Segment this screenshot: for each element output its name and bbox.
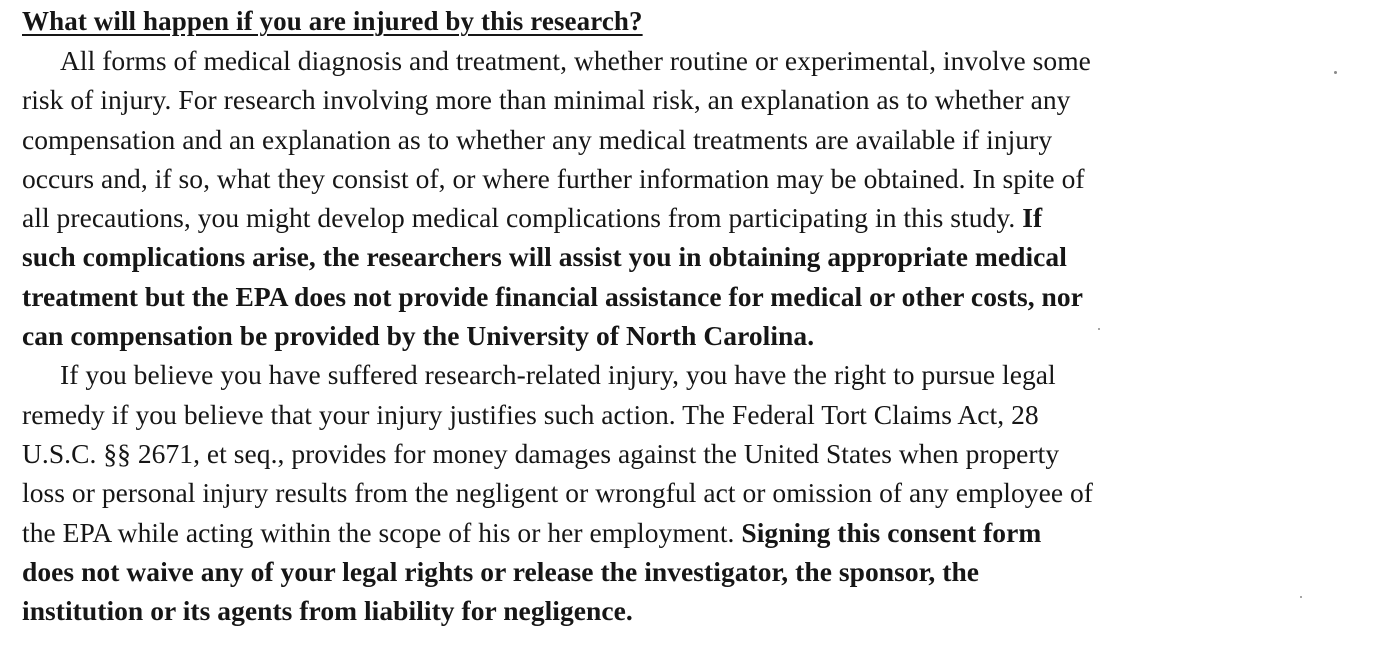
paragraph-legal-remedy xyxy=(22,355,1362,630)
paragraph1-line-5-normal: all precautions, you might develop medical complications from participating in this study. xyxy=(22,202,1023,234)
paragraph2-line-3: U.S.C. §§ 2671, et seq., provides for money damages against the United States when property xyxy=(22,437,1060,469)
paragraph1-bold-line-3: can compensation be provided by the University of North Carolina. xyxy=(22,320,815,352)
document-page xyxy=(22,2,1362,630)
scan-speck xyxy=(1334,71,1337,74)
paragraph1-bold-line-2: treatment but the EPA does not provide financial assistance for medical or other costs, nor xyxy=(22,280,1083,312)
paragraph1-line-1: All forms of medical diagnosis and treatment, whether routine or experimental, involve some xyxy=(60,45,1091,76)
paragraph-risk-of-injury xyxy=(22,41,1362,355)
paragraph1-line-3: compensation and an explanation as to whether any medical treatments are available if injury xyxy=(22,123,1053,155)
paragraph2-line-5-bold: Signing this consent form xyxy=(741,516,1042,548)
paragraph2-line-1: If you believe you have suffered research-related injury, you have the right to pursue legal xyxy=(60,359,1056,391)
paragraph2-line-5-normal: the EPA while acting within the scope of his or her employment. xyxy=(22,516,742,548)
paragraph1-line-4: occurs and, if so, what they consist of, or where further information may be obtained. In spite of xyxy=(22,162,1085,194)
scan-speck xyxy=(1300,596,1302,598)
paragraph2-line-4: loss or personal injury results from the negligent or wrongful act or omission of any employee of xyxy=(22,477,1094,509)
paragraph1-line-5 xyxy=(22,198,1362,237)
paragraph1-line-2: risk of injury. For research involving more than minimal risk, an explanation as to whether any xyxy=(22,84,1071,116)
paragraph1-line-5-bold: If xyxy=(1022,202,1043,234)
scan-speck xyxy=(1098,328,1100,330)
paragraph2-line-5 xyxy=(22,513,1362,552)
paragraph2-bold-line-2: institution or its agents from liability for negligence. xyxy=(22,595,633,627)
section-heading: What will happen if you are injured by this research? xyxy=(22,6,643,36)
paragraph1-bold-line-1: such complications arise, the researchers will assist you in obtaining appropriate medical xyxy=(22,241,1067,273)
paragraph2-bold-line-1: does not waive any of your legal rights or release the investigator, the sponsor, the xyxy=(22,555,980,587)
paragraph2-line-2: remedy if you believe that your injury justifies such action. The Federal Tort Claims Act, 28 xyxy=(22,398,1039,430)
